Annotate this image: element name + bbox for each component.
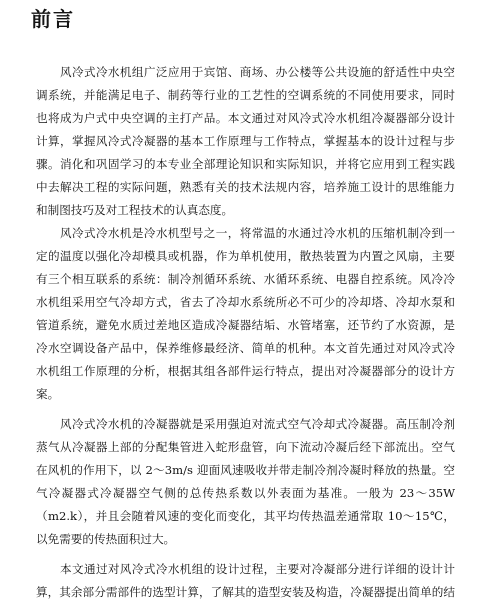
text-line: 骤。消化和巩固学习的本专业全部理论知识和实际知识，并将它应用到工程实践 — [36, 157, 455, 171]
text-line: 中去解决工程的实际问题，熟悉有关的技术法规内容，培养施工设计的思维能力 — [36, 180, 455, 194]
text-line: 案。 — [36, 387, 60, 401]
text-line: 气冷凝器式冷凝器空气侧的总传热系数以外表面为基准。一般为 23～35W — [36, 486, 455, 500]
text-line: 在风机的作用下，以 2～3m/s 迎面风速吸收并带走制冷剂冷凝时释放的热量。空 — [36, 463, 455, 477]
text-line: 管道系统，避免水质过差地区造成冷凝器结垢、水管堵塞，还节约了水资源，是 — [36, 318, 455, 332]
text-line: 水机组采用空气冷却方式，省去了冷却水系统所必不可少的冷却塔、冷却水泵和 — [36, 295, 455, 309]
text-line: 有三个相互联系的系统：制冷剂循环系统、水循环系统、电器自控系统。风冷冷 — [36, 272, 455, 286]
text-line: 算，其余部分需部件的选型计算，了解其的造型安装及构造，冷凝器提出简单的结 — [36, 585, 455, 599]
text-line: 也将成为户式中央空调的主打产品。本文通过对风冷式冷水机组冷凝器部分设计 — [36, 111, 455, 125]
text-line: 调系统，并能满足电子、制药等行业的工艺性的空调系统的不同使用要求，同时 — [36, 88, 455, 102]
text-line: 风冷式冷水机的冷凝器就是采用强迫对流式空气冷却式冷凝器。高压制冷剂 — [60, 417, 455, 431]
text-line: （m2.k），并且会随着风速的变化而变化，其平均传热温差通常取 10～15℃， — [36, 509, 455, 523]
page-title: 前言 — [31, 7, 75, 31]
text-line: 和制图技巧及对工程技术的认真态度。 — [36, 203, 234, 217]
text-line: 本文通过对风冷式冷水机组的设计过程，主要对冷凝部分进行详细的设计计 — [60, 562, 455, 576]
text-line: 冷水空调设备产品中，保养维修最经济、简单的机种。本文首先通过对风冷式冷 — [36, 341, 455, 355]
text-line: 计算，掌握风冷式冷凝器的基本工作原理与工作特点，掌握基本的设计过程与步 — [36, 134, 455, 148]
text-line: 以免需要的传热面积过大。 — [36, 532, 176, 546]
text-line: 风冷式冷水机组广泛应用于宾馆、商场、办公楼等公共设施的舒适性中央空 — [60, 65, 455, 79]
text-line: 蒸气从冷凝器上部的分配集管进入蛇形盘管，向下流动冷凝后经下部流出。空气 — [36, 440, 455, 454]
text-line: 定的温度以强化冷却模具或机器，作为单机使用，散热装置为内置之风扇，主要 — [36, 249, 455, 263]
text-line: 水机组工作原理的分析，根据其组各部件运行特点，提出对冷凝器部分的设计方 — [36, 364, 455, 378]
text-line: 风冷式冷水机是冷水机型号之一，将常温的水通过冷水机的压缩机制冷到一 — [60, 226, 455, 240]
